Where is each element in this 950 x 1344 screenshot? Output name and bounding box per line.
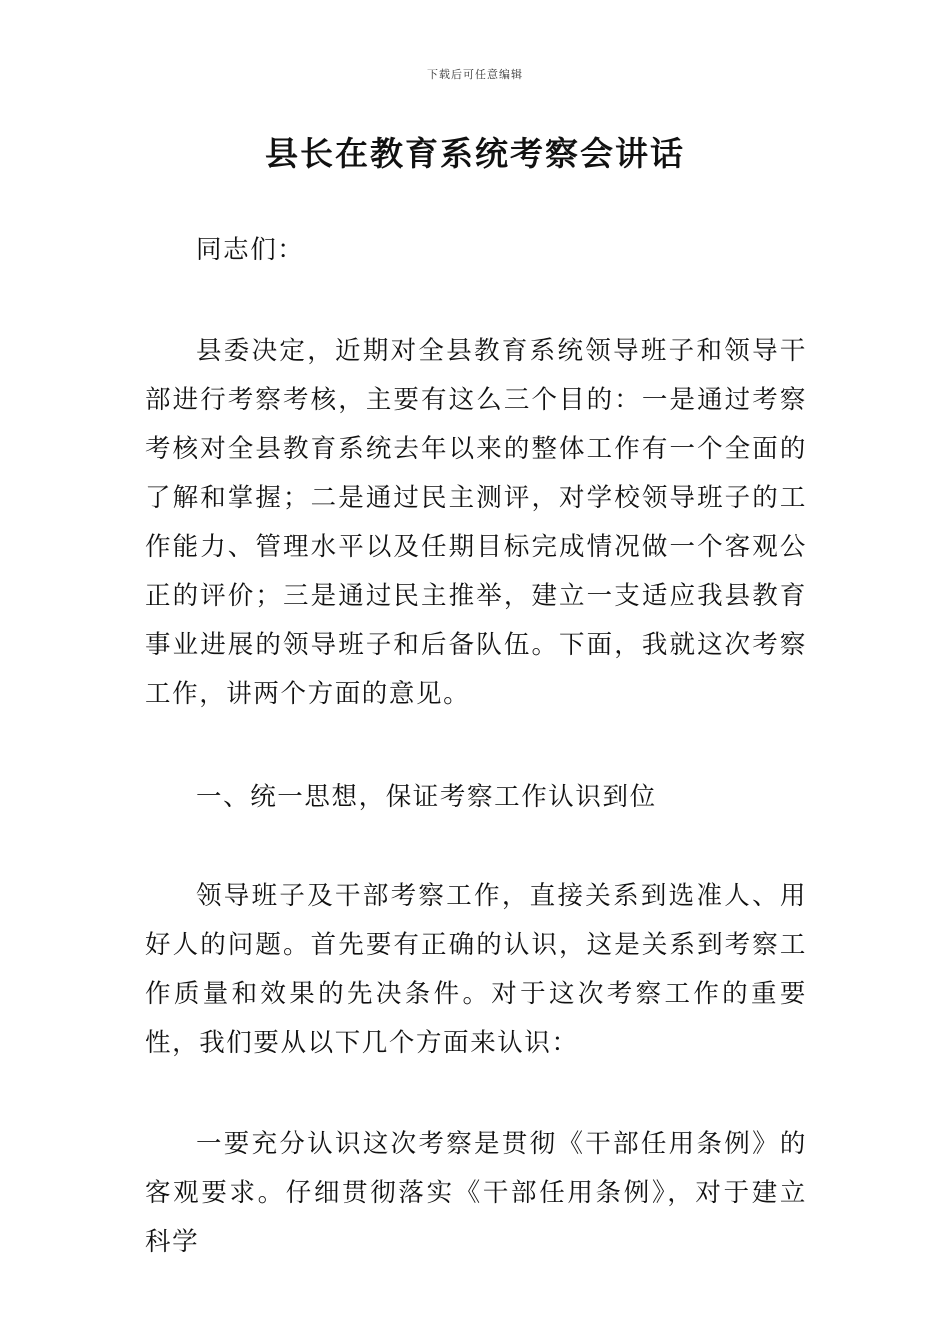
- section-heading: [145, 773, 807, 822]
- paragraph-1-text: 县委决定，近期对全县教育系统领导班子和领导干部进行考察考核，主要有这么三个目的：一是通过考察考核对全县教育系统去年以来的整体工作有一个全面的了解和掌握；二是通过民主测评，对学校领导班子的工作能力、管理水平以及任期目标完成情况做一个客观公正的评价；三是通过民主推举，建立一支适应我县教育事业进展的领导班子和后备队伍。下面，我就这次考察工作，讲两个方面的意见。: [145, 336, 807, 709]
- paragraph-3: [145, 1120, 807, 1267]
- document-title: 县长在教育系统考察会讲话: [265, 134, 685, 173]
- paragraph-2-text: 领导班子及干部考察工作，直接关系到选准人、用好人的问题。首先要有正确的认识，这是关系到考察工作质量和效果的先决条件。对于这次考察工作的重要性，我们要从以下几个方面来认识：: [145, 881, 807, 1058]
- paragraph-2: [145, 872, 807, 1068]
- paragraph-1: [145, 327, 807, 719]
- header-note: 下载后可任意编辑: [427, 68, 523, 81]
- salutation: [145, 226, 807, 275]
- salutation-text: 同志们：: [196, 235, 305, 265]
- paragraph-3-text: 一要充分认识这次考察是贯彻《干部任用条例》的客观要求。仔细贯彻落实《干部任用条例》，对于建立科学: [145, 1129, 807, 1257]
- section-heading-text: 一、统一思想，保证考察工作认识到位: [196, 782, 657, 812]
